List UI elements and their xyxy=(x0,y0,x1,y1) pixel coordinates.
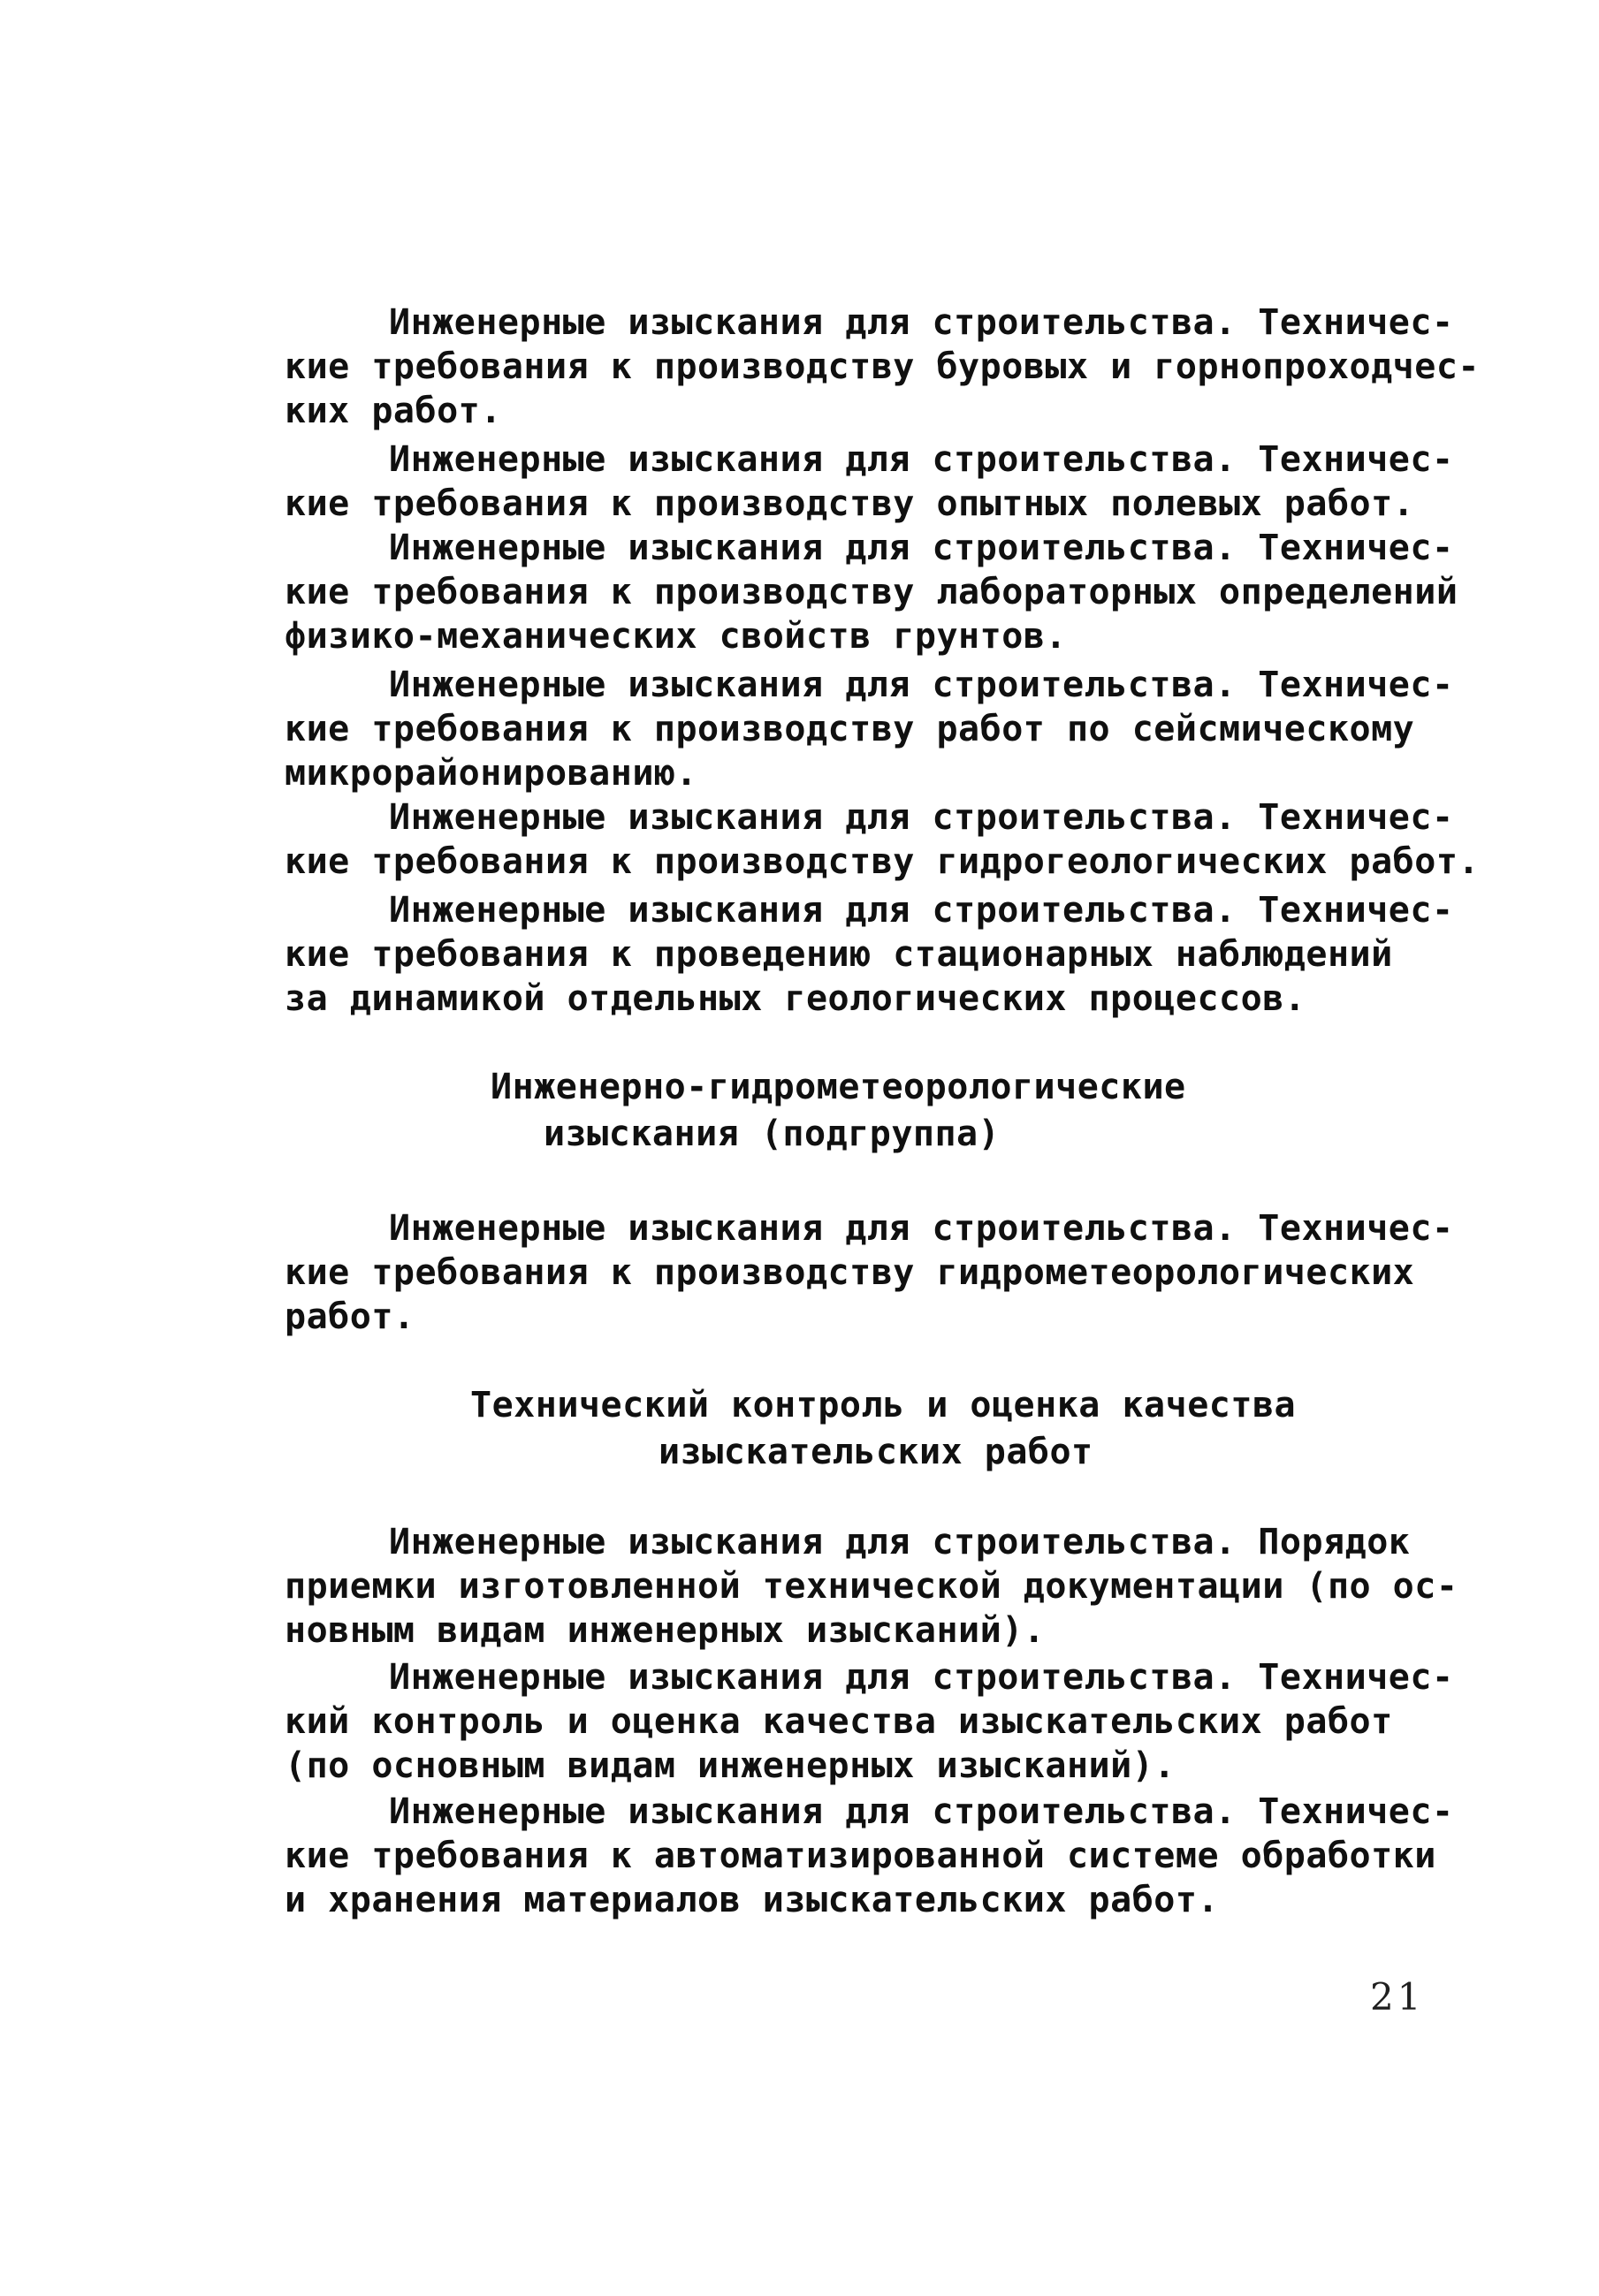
entry-line: Инженерные изыскания для строительства. Техничес- xyxy=(389,665,1454,705)
heading-line: изыскательских работ xyxy=(659,1432,1093,1472)
entry-line: физико-механических свойств грунтов. xyxy=(285,616,1067,657)
entry-line: новным видам инженерных изысканий). xyxy=(285,1610,1046,1651)
entry-line: Инженерные изыскания для строительства. Техничес- xyxy=(389,890,1454,931)
entry-line: микрорайонированию. xyxy=(285,753,698,794)
entry-line: приемки изготовленной технической документации (по ос- xyxy=(285,1566,1458,1607)
entry-line: кие требования к производству гидрогеологических работ. xyxy=(285,841,1481,882)
entry-line: и хранения материалов изыскательских работ. xyxy=(285,1880,1220,1920)
heading-line: Технический контроль и оценка качества xyxy=(470,1385,1297,1425)
entry-line: Инженерные изыскания для строительства. Техничес- xyxy=(389,528,1454,568)
entry-line: за динамикой отдельных геологических процессов. xyxy=(285,978,1306,1019)
entry-line: Инженерные изыскания для строительства. Порядок xyxy=(389,1522,1411,1562)
entry-line: (по основным видам инженерных изысканий). xyxy=(285,1745,1176,1786)
entry-line: Инженерные изыскания для строительства. Техничес- xyxy=(389,797,1454,838)
page-number: 21 xyxy=(1370,1975,1425,2019)
entry-line: Инженерные изыскания для строительства. Техничес- xyxy=(389,302,1454,343)
entry-line: кий контроль и оценка качества изыскательских работ xyxy=(285,1701,1393,1742)
entry-line: кие требования к производству буровых и горнопроходчес- xyxy=(285,346,1481,387)
entry-line: кие требования к производству лабораторных определений xyxy=(285,572,1458,612)
entry-line: кие требования к производству работ по сейсмическому xyxy=(285,709,1415,749)
entry-line: кие требования к производству опытных полевых работ. xyxy=(285,483,1415,524)
entry-line: работ. xyxy=(285,1296,415,1337)
entry-line: Инженерные изыскания для строительства. Техничес- xyxy=(389,1791,1454,1832)
heading-line: изыскания (подгруппа) xyxy=(544,1114,1001,1154)
entry-line: ких работ. xyxy=(285,391,502,431)
entry-line: Инженерные изыскания для строительства. Техничес- xyxy=(389,1208,1454,1249)
entry-line: кие требования к проведению стационарных наблюдений xyxy=(285,934,1393,975)
entry-line: Инженерные изыскания для строительства. Техничес- xyxy=(389,439,1454,480)
entry-line: Инженерные изыскания для строительства. Техничес- xyxy=(389,1657,1454,1698)
entry-line: кие требования к производству гидрометеорологических xyxy=(285,1252,1415,1293)
heading-line: Инженерно-гидрометеорологические xyxy=(491,1067,1186,1107)
entry-line: кие требования к автоматизированной системе обработки xyxy=(285,1836,1436,1876)
